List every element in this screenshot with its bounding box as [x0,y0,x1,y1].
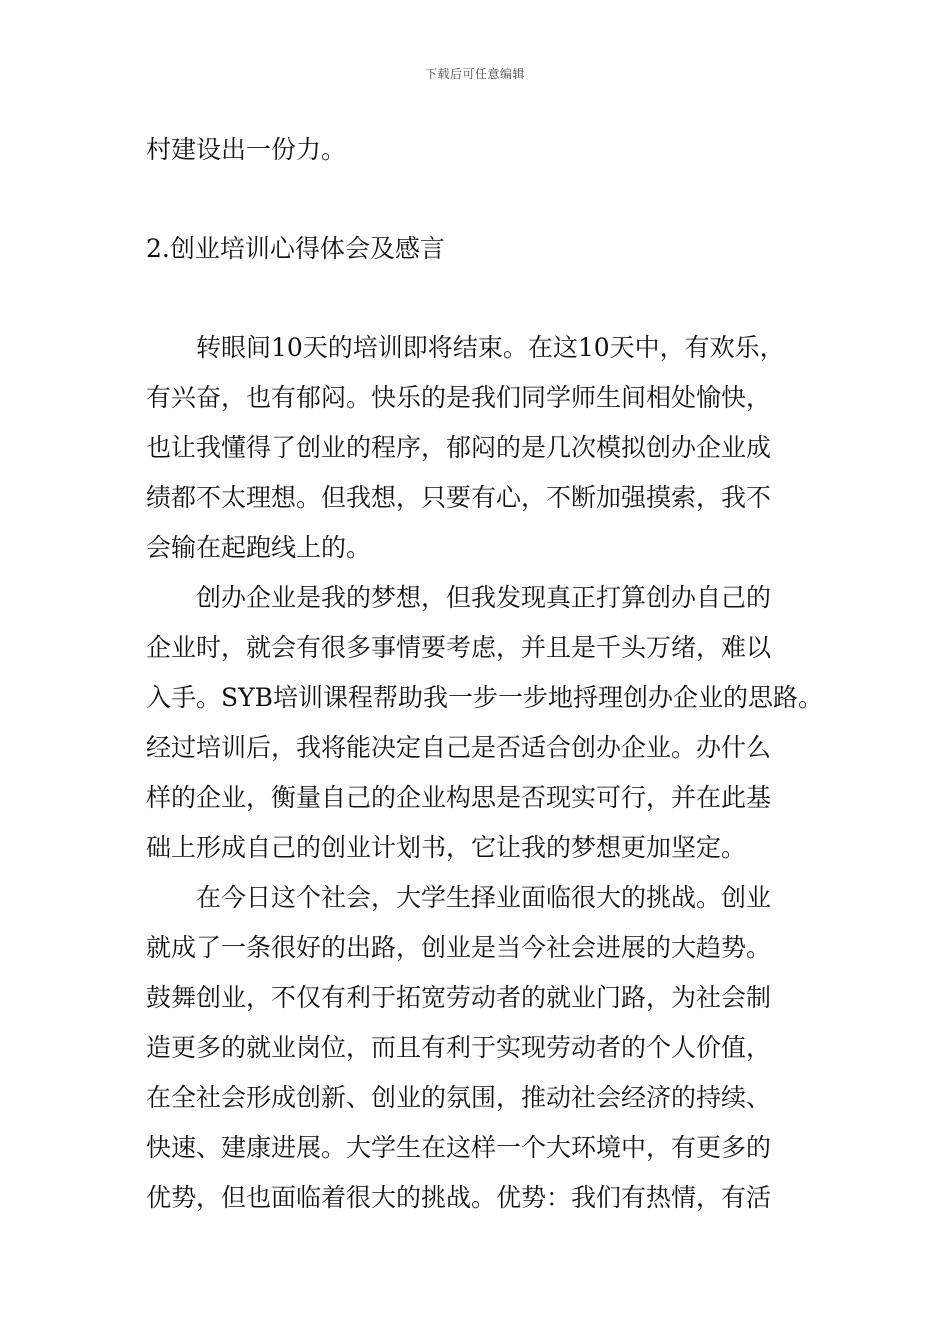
body-line: 在今日这个社会，大学生择业面临很大的挑战。创业 [146,883,772,912]
body-line: 创办企业是我的梦想，但我发现真正打算创办自己的 [146,583,772,612]
body-line: 造更多的就业岗位，而且有利于实现劳动者的个人价值， [146,1033,772,1062]
body-line: 样的企业，衡量自己的企业构思是否现实可行，并在此基 [146,783,772,812]
body-line: 有兴奋，也有郁闷。快乐的是我们同学师生间相处愉快， [146,383,772,412]
body-line: 绩都不太理想。但我想，只要有心，不断加强摸索，我不 [146,483,772,512]
body-line: 企业时，就会有很多事情要考虑，并且是千头万绪，难以 [146,633,772,662]
page-header-note: 下载后可任意编辑 [424,67,525,81]
continued-line: 村建设出一份力。 [146,135,347,164]
body-line: 快速、建康进展。大学生在这样一个大环境中，有更多的 [146,1133,772,1162]
body-line: 会输在起跑线上的。 [146,533,372,562]
body-line: 就成了一条很好的出路，创业是当今社会进展的大趋势。 [146,933,772,962]
body-line: 础上形成自己的创业计划书，它让我的梦想更加坚定。 [146,833,747,862]
body-line: 经过培训后，我将能决定自己是否适合创办企业。办什么 [146,733,772,762]
section-heading: 2.创业培训心得体会及感言 [146,234,445,263]
body-line: 也让我懂得了创业的程序，郁闷的是几次模拟创办企业成 [146,433,772,462]
body-line: 入手。SYB培训课程帮助我一步一步地捋理创办企业的思路。 [146,683,824,712]
body-line: 在全社会形成创新、创业的氛围，推动社会经济的持续、 [146,1083,772,1112]
body-line: 转眼间10天的培训即将结束。在这10天中，有欢乐， [146,333,785,362]
body-line: 优势，但也面临着很大的挑战。优势：我们有热情，有活 [146,1183,772,1212]
body-line: 鼓舞创业，不仅有利于拓宽劳动者的就业门路，为社会制 [146,983,772,1012]
